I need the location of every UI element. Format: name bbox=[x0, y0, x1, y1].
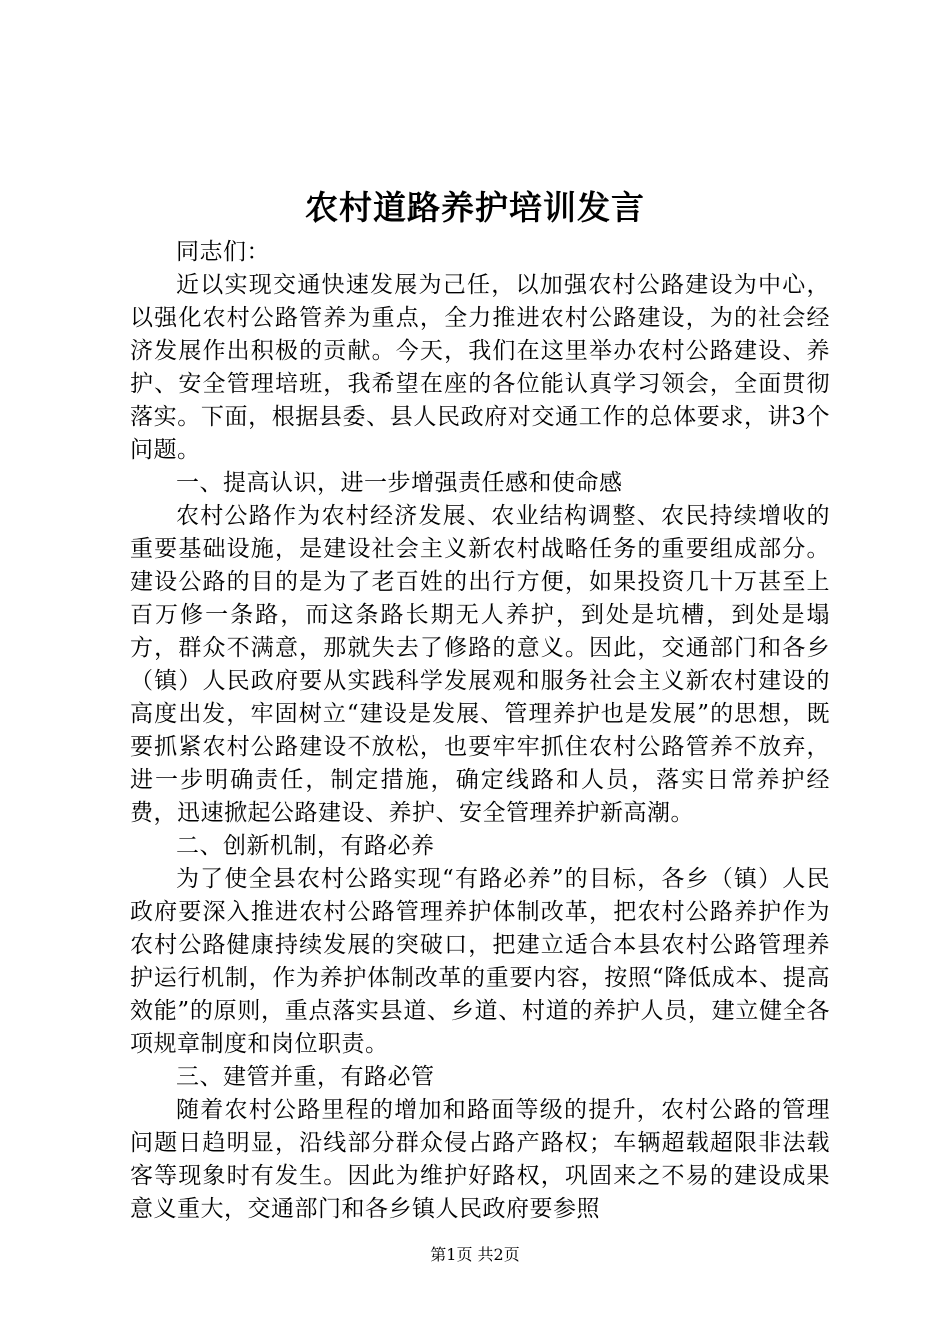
section-heading-2: 二、创新机制，有路必养 bbox=[176, 833, 435, 859]
paragraph-section-1: 农村公路作为农村经济发展、农业结构调整、农民持续增收的重要基础设施，是建设社会主义新农村战略任务的重要组成部分。建设公路的目的是为了老百姓的出行方便，如果投资几十万甚至上百万修一条路，而这条路长期无人养护，到处是坑槽，到处是塌方，群众不满意，那就失去了修路的意义。因此，交通部门和各乡（镇）人民政府要从实践科学发展观和服务社会主义新农村建设的高度出发，牢固树立“建设是发展、管理养护也是发展”的思想，既要抓紧农村公路建设不放松，也要牢牢抓住农村公路管养不放弃，进一步明确责任，制定措施，确定线路和人员，落实日常养护经费，迅速掀起公路建设、养护、安全管理养护新高潮。 bbox=[130, 503, 830, 826]
salutation: 同志们： bbox=[176, 239, 270, 265]
paragraph-section-3: 随着农村公路里程的增加和路面等级的提升，农村公路的管理问题日趋明显，沿线部分群众侵占路产路权；车辆超载超限非法载客等现象时有发生。因此为维护好路权，巩固来之不易的建设成果意义重大，交通部门和各乡镇人民政府要参照 bbox=[130, 1097, 830, 1222]
paragraph-section-2: 为了使全县农村公路实现“有路必养”的目标，各乡（镇）人民政府要深入推进农村公路管理养护体制改革，把农村公路养护作为农村公路健康持续发展的突破口，把建立适合本县农村公路管理养护运行机制，作为养护体制改革的重要内容，按照“降低成本、提高效能”的原则，重点落实县道、乡道、村道的养护人员，建立健全各项规章制度和岗位职责。 bbox=[130, 866, 830, 1057]
page-title: 农村道路养护培训发言 bbox=[305, 188, 645, 227]
paragraph-intro: 近以实现交通快速发展为己任，以加强农村公路建设为中心，以强化农村公路管养为重点，全力推进农村公路建设，为的社会经济发展作出积极的贡献。今天，我们在这里举办农村公路建设、养护、安全管理培班，我希望在座的各位能认真学习领会，全面贯彻落实。下面，根据县委、县人民政府对交通工作的总体要求，讲3个问题。 bbox=[130, 272, 830, 463]
page-number-footer: 第1页 共2页 bbox=[430, 1245, 520, 1264]
document-body bbox=[130, 236, 830, 1226]
section-heading-1: 一、提高认识，进一步增强责任感和使命感 bbox=[176, 470, 623, 496]
section-heading-3: 三、建管并重，有路必管 bbox=[176, 1064, 435, 1090]
